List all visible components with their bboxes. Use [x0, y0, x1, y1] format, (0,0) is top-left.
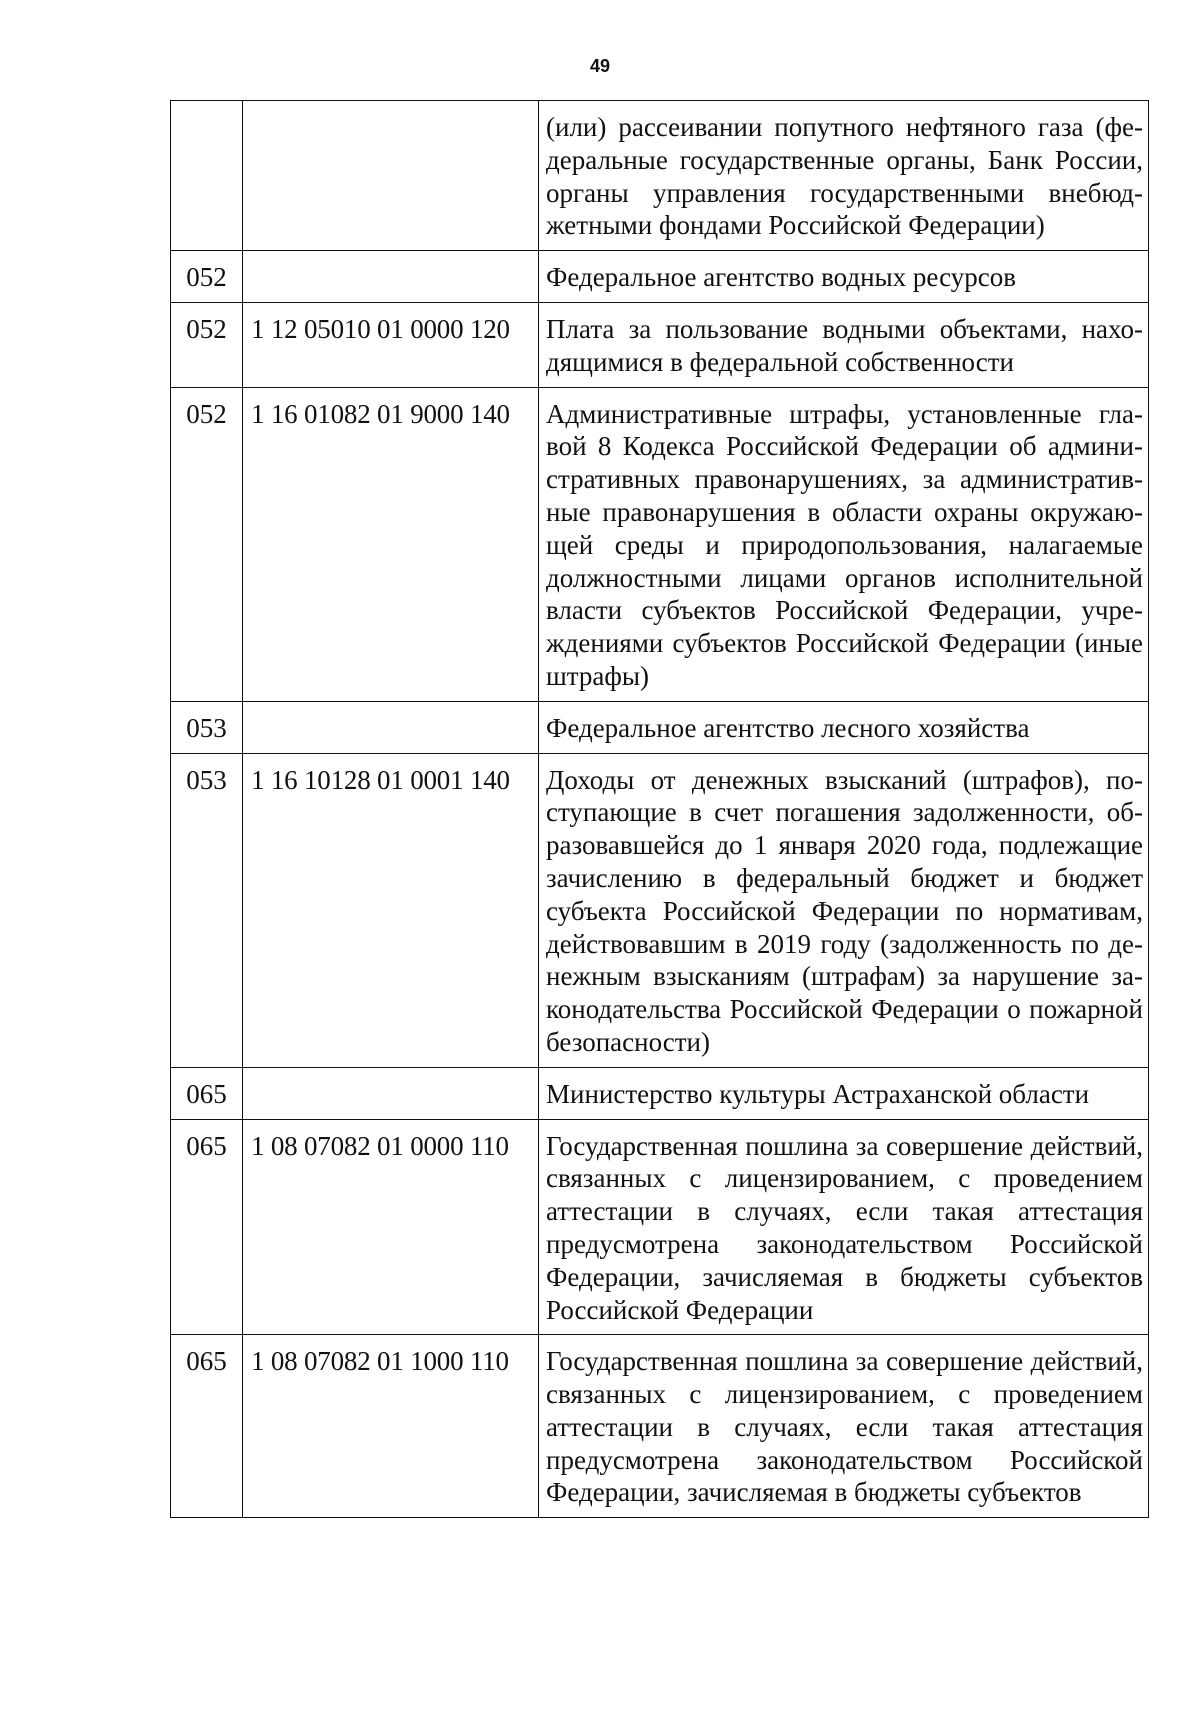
description-cell: Государственная пошлина за совершение действий, связанных с лицензированием, с проведением аттестации в случаях, если такая аттестация предусмотрена законодательством Российской Федерации, зачисляемая в бюджеты субъектов	[539, 1335, 1149, 1518]
admin-code-cell: 053	[171, 701, 243, 753]
admin-code-cell: 065	[171, 1067, 243, 1119]
table-row	[171, 302, 1149, 387]
admin-code-cell: 052	[171, 251, 243, 303]
revenue-codes-table	[170, 100, 1149, 1518]
description-cell: Плата за пользование водными объектами, находящимися в федеральной собственности	[539, 302, 1149, 387]
kbk-code-cell: 1 12 05010 01 0000 120	[243, 302, 539, 387]
kbk-code-cell	[243, 251, 539, 303]
kbk-code-cell: 1 08 07082 01 0000 110	[243, 1119, 539, 1335]
kbk-code-cell: 1 16 01082 01 9000 140	[243, 387, 539, 701]
admin-code-cell: 065	[171, 1119, 243, 1335]
kbk-code-cell	[243, 701, 539, 753]
page-number: 49	[589, 56, 611, 76]
description-cell: Государственная пошлина за совершение действий, связанных с лицензированием, с проведением аттестации в случаях, если такая аттестация предусмотрена законодательством Российской Федерации, зачисляемая в бюджеты субъектов Российской Федерации	[539, 1119, 1149, 1335]
kbk-code-cell	[243, 101, 539, 251]
kbk-code-cell: 1 08 07082 01 1000 110	[243, 1335, 539, 1518]
description-cell: Доходы от денежных взысканий (штрафов), поступающие в счет погашения задолженности, образовавшейся до 1 января 2020 года, подлежащие зачислению в федеральный бюджет и бюджет субъекта Российской Федерации по нормативам, действовавшим в 2019 году (задолженность по денежным взысканиям (штрафам) за нарушение законодательства Российской Федерации о пожарной безопасности)	[539, 753, 1149, 1067]
description-cell: Федеральное агентство водных ресурсов	[539, 251, 1149, 303]
admin-code-cell: 052	[171, 387, 243, 701]
admin-code-cell: 053	[171, 753, 243, 1067]
table-row	[171, 251, 1149, 303]
table-row	[171, 387, 1149, 701]
admin-code-cell: 052	[171, 302, 243, 387]
table-row	[171, 101, 1149, 251]
description-cell: Федеральное агентство лесного хозяйства	[539, 701, 1149, 753]
description-cell: (или) рассеивании попутного нефтяного газа (федеральные государственные органы, Банк России, органы управления государственными внебюджетными фондами Российской Федерации)	[539, 101, 1149, 251]
table-row	[171, 701, 1149, 753]
description-cell: Административные штрафы, установленные главой 8 Кодекса Российской Федерации об административных правонарушениях, за административные правонарушения в области охраны окружающей среды и природопользования, налагаемые должностными лицами органов исполнительной власти субъектов Российской Федерации, учреждениями субъектов Российской Федерации (иные штрафы)	[539, 387, 1149, 701]
description-cell: Министерство культуры Астраханской области	[539, 1067, 1149, 1119]
admin-code-cell	[171, 101, 243, 251]
table-row	[171, 753, 1149, 1067]
table-row	[171, 1067, 1149, 1119]
table-row	[171, 1335, 1149, 1518]
kbk-code-cell: 1 16 10128 01 0001 140	[243, 753, 539, 1067]
admin-code-cell: 065	[171, 1335, 243, 1518]
table-row	[171, 1119, 1149, 1335]
kbk-code-cell	[243, 1067, 539, 1119]
